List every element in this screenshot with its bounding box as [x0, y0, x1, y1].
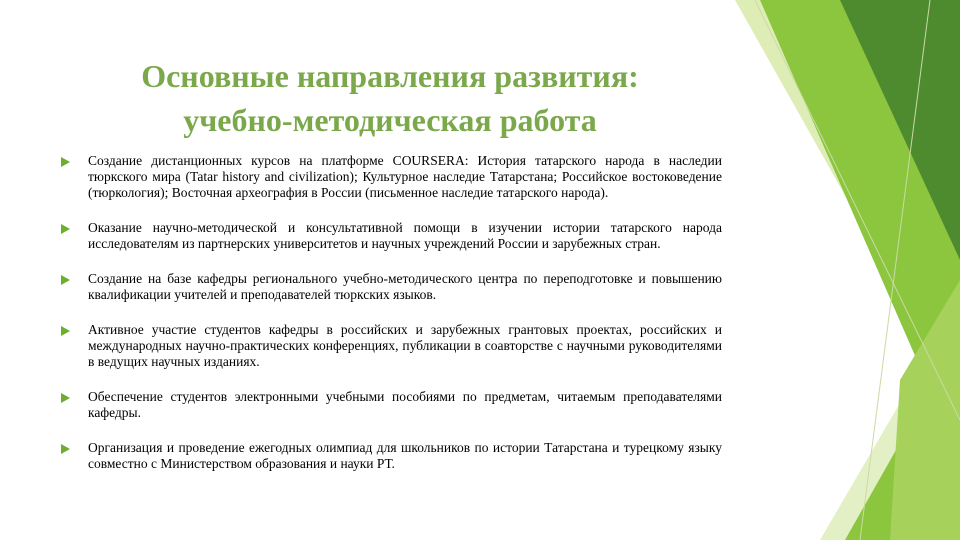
slide-title-line-1: Основные направления развития: [141, 58, 639, 94]
bullet-item [60, 440, 722, 472]
bullet-text: Создание на базе кафедры регионального учебно-методического центра по переподготовке и повышению квалификации учителей и преподавателей тюркских языков. [88, 271, 722, 302]
slide-title [60, 54, 720, 142]
bullet-text: Активное участие студентов кафедры в российских и зарубежных грантовых проектах, российских и международных научно-практических конференциях, публикации в соавторстве с научными руководителями в ведущих научных изданиях. [88, 322, 722, 369]
triangle-right-icon [61, 157, 70, 167]
bullet-item [60, 271, 722, 303]
slide-title-line-2: учебно-методическая работа [183, 102, 597, 138]
bullet-text: Организация и проведение ежегодных олимпиад для школьников по истории Татарстана и турецкому языку совместно с Министерством образования и науки РТ. [88, 440, 722, 471]
triangle-right-icon [61, 393, 70, 403]
triangle-right-icon [61, 224, 70, 234]
triangle-right-icon [61, 275, 70, 285]
bullet-text: Оказание научно-методической и консультативной помощи в изучении истории татарского народа исследователям из партнерских университетов и научных учреждений России и зарубежных стран. [88, 220, 722, 251]
triangle-right-icon [61, 444, 70, 454]
bullet-item [60, 322, 722, 370]
bullet-text: Создание дистанционных курсов на платформе COURSERA: История татарского народа в наследии тюркского мира (Tatar history and civilization); Культурное наследие Татарстана; Российское востоковедение (тюркология); Восточная археография в России (письменное наследие татарского народа). [88, 153, 722, 200]
bullet-item [60, 153, 722, 201]
bullet-list [60, 153, 722, 491]
bullet-text: Обеспечение студентов электронными учебными пособиями по предметам, читаемым преподавателями кафедры. [88, 389, 722, 420]
bullet-item [60, 389, 722, 421]
bullet-item [60, 220, 722, 252]
triangle-right-icon [61, 326, 70, 336]
